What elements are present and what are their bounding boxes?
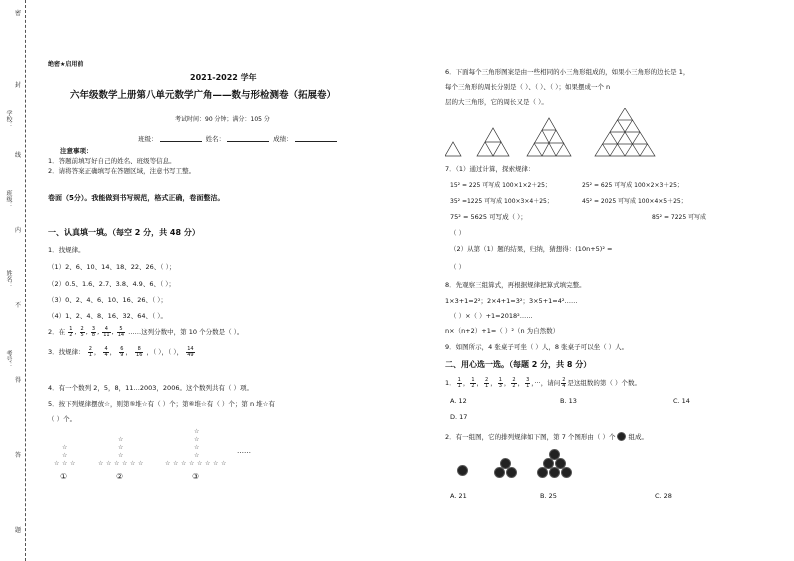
field-class-label: 班级： (138, 135, 158, 143)
pile-label-3: ③ (192, 472, 200, 481)
q7-eq-1: 15² = 225 可写成 100×1×2＋25； (450, 182, 551, 189)
q2: 2．在 $\frac{1}{2}$ , $\frac{2}{5}$ , $\frac{3}{8}$ , $\frac{4}{11}$ , $\frac{5}{14}$ ……这列分数中，第 10 个分数是（ ）。 (48, 325, 244, 338)
star-icon: ☆ (194, 452, 200, 459)
triangle-patterns (445, 108, 665, 158)
q2-suffix: ……这列分数中，第 10 个分数是（ ）。 (128, 328, 244, 336)
field-score-label: 成绩： (273, 135, 293, 143)
q7-line1: 7．（1）通过计算，探索规律： (445, 165, 535, 173)
margin-label: 线 (15, 152, 22, 159)
q4: 4．有一个数列 2，5，8，11…2003，2006。这个数列共有（ ）项。 (48, 384, 254, 392)
section2-title: 二、用心选一选。（每题 2 分，共 8 分） (445, 360, 592, 369)
margin-label: 不 (15, 302, 22, 309)
q7-eq-4: 45² = 2025 可写成 100×4×5＋25； (582, 198, 687, 205)
q3-frac-last: $\frac{14}{49}$ (187, 345, 194, 358)
q7-eq-6: 85² = 7225 可写成 (652, 214, 707, 221)
margin-label: 内 (15, 227, 22, 234)
section1-title: 一、认真填一填。（每空 2 分，共 48 分） (48, 228, 200, 237)
q7-eq-2: 25² = 625 可写成 100×2×3＋25； (582, 182, 683, 189)
star-icon: ☆ (197, 460, 203, 467)
s2-q1-option-b[interactable]: B. 13 (560, 397, 577, 405)
exam-info: 考试时间：90 分钟；满分：105 分 (175, 116, 270, 123)
margin-label: 得 (15, 377, 22, 384)
star-icon: ☆ (118, 452, 124, 459)
pile-ellipsis: …… (237, 447, 251, 455)
q1-row-3: （3）0、2、4、6、10、16、26、（ ）； (48, 296, 168, 304)
star-icon: ☆ (213, 460, 219, 467)
q1-row-4: （4）1、2、4、8、16、32、64、（ ）。 (48, 312, 168, 320)
star-icon: ☆ (189, 460, 195, 467)
secret-label: 绝密★启用前 (48, 61, 84, 68)
q8-line1: 8．先观察三组算式，再根据规律把算式填完整。 (445, 281, 586, 289)
star-icon: ☆ (205, 460, 211, 467)
star-icon: ☆ (194, 444, 200, 451)
star-icon: ☆ (138, 460, 144, 467)
field-class-blank[interactable] (160, 134, 202, 142)
margin-label: 答 (15, 452, 22, 459)
margin-label: 密 (15, 10, 22, 17)
s2-q2-option-c[interactable]: C. 28 (655, 492, 672, 500)
q3-frac-4: $\frac{8}{16}$ (136, 345, 143, 358)
dot-icon (537, 467, 548, 478)
star-icon: ☆ (122, 460, 128, 467)
margin-label: 题 (15, 527, 22, 534)
q8-line4: n×（n+2）+1=（ ）²（n 为自然数） (445, 327, 560, 335)
dot-icon (506, 467, 517, 478)
s2-q1: 1． $\frac{1}{1}$ ， $\frac{1}{2}$ ， $\frac{2}{1}$ ， $\frac{1}{3}$ ， $\frac{2}{2}$ ， $\frac{3}{1}$ ，···，请问 $\frac{2}{4}$ 是这组数的第（ ）个数。 (445, 376, 641, 389)
star-icon: ☆ (165, 460, 171, 467)
star-icon: ☆ (62, 460, 68, 467)
q7-line2: （2）从第（1）题的结果，归纳，猜想得：(10n+5)² = (450, 245, 613, 253)
star-icon: ☆ (194, 428, 200, 435)
page-title: 六年级数学上册第八单元数学广角——数与形检测卷（拓展卷） (70, 90, 337, 101)
q2-prefix: 2．在 (48, 328, 66, 336)
star-icon: ☆ (221, 460, 227, 467)
star-icon: ☆ (173, 460, 179, 467)
star-icon: ☆ (194, 436, 200, 443)
q6-line3: 层的大三角形，它的周长又是（ ）。 (445, 98, 548, 106)
star-icon: ☆ (62, 444, 68, 451)
neatness-note: 卷面（5分）。我能做到书写规范，格式正确，卷面整洁。 (48, 194, 225, 202)
s2-q2-text: 2．有一组图，它的排列规律如下图，第 7 个图形由（ ）个 组成。 (445, 433, 648, 441)
q6-line2: 每个三角形的周长分别是（ ）、（ ）、（ ）；如果摆成一个 n (445, 83, 611, 91)
dot-icon (457, 465, 468, 476)
q3-prefix: 3．找规律： (48, 348, 85, 356)
exam-year: 2021-2022 学年 (190, 73, 257, 82)
s2-q1-option-d[interactable]: D. 17 (450, 413, 468, 421)
margin-field-school: 学校： (5, 110, 12, 128)
margin-label: 封 (15, 82, 22, 89)
q7-eq-5: 75² = 5625 可写成（ ）； (450, 213, 527, 221)
q3-frac-1: $\frac{2}{1}$ (88, 345, 92, 358)
binding-margin (0, 0, 32, 561)
q2-frac-5: $\frac{5}{14}$ (117, 325, 125, 338)
dot-icon (549, 467, 560, 478)
q3-frac-3: $\frac{6}{9}$ (120, 345, 124, 358)
star-icon: ☆ (54, 460, 60, 467)
field-name-blank[interactable] (227, 134, 269, 142)
star-icon: ☆ (114, 460, 120, 467)
q7-line3[interactable]: （ ） (450, 263, 466, 271)
q2-frac-4: $\frac{4}{11}$ (103, 325, 110, 338)
q8-line3: （ ）×（ ）+1=2018²…… (450, 312, 533, 320)
dot-icon (494, 467, 505, 478)
star-icon: ☆ (118, 436, 124, 443)
star-icon: ☆ (62, 452, 68, 459)
q3: 3．找规律： $\frac{2}{1}$ ， $\frac{4}{4}$ ， $\frac{6}{9}$ ， $\frac{8}{16}$ ，（ ），（ ）， $\frac{14}{49}$ (48, 345, 194, 358)
triangle-1 (445, 142, 461, 156)
triangle-4 (595, 108, 655, 156)
notes-title: 注意事项： (60, 147, 93, 155)
q8-line2: 1×3+1=2²；2×4+1=3²；3×5+1=4²…… (445, 297, 578, 305)
star-icon: ☆ (106, 460, 112, 467)
header-fields (138, 134, 339, 143)
q7-blank-line[interactable]: （ ） (450, 229, 466, 237)
triangle-3 (527, 118, 571, 156)
pile-label-1: ① (60, 472, 68, 481)
q5-line1: 5．按下列规律摆放☆，则第⑤堆☆有（ ）个；第⑥堆☆有（ ）个；第 n 堆☆有 (48, 400, 275, 408)
triangle-2 (477, 128, 509, 156)
s2-q2-option-a[interactable]: A. 21 (450, 492, 467, 500)
dot-icon (561, 467, 572, 478)
star-icon: ☆ (70, 460, 76, 467)
field-score-blank[interactable] (295, 134, 337, 142)
q3-frac-2: $\frac{4}{4}$ (104, 345, 108, 358)
s2-q1-option-c[interactable]: C. 14 (673, 397, 690, 405)
s2-q2-option-b[interactable]: B. 25 (540, 492, 557, 500)
star-icon: ☆ (98, 460, 104, 467)
note-2: 2．请将答案正确填写在答题区域，注意书写工整。 (48, 167, 196, 175)
star-icon: ☆ (118, 444, 124, 451)
star-icon: ☆ (181, 460, 187, 467)
q2-frac-1: $\frac{1}{2}$ (69, 325, 73, 338)
q2-frac-2: $\frac{2}{5}$ (80, 325, 84, 338)
star-icon: ☆ (130, 460, 136, 467)
q6-line1: 6．下面每个三角形图案是由一些相同的小三角形组成的，如果小三角形的边长是 1， (445, 68, 690, 76)
q1-row-1: （1）2、6、10、14、18、22、26、（ ）； (48, 263, 176, 271)
margin-field-class: 班级： (5, 190, 12, 208)
q5-line2: （ ）个。 (48, 415, 77, 423)
q7-eq-3: 35² =1225 可写成 100×3×4＋25； (450, 198, 553, 205)
margin-field-id: 考号： (5, 350, 12, 368)
q3-middle: ，（ ），（ ）， (146, 348, 184, 356)
dot-icon (617, 432, 626, 441)
note-1: 1．答题前填写好自己的姓名、班级等信息。 (48, 157, 176, 165)
q2-frac-3: $\frac{3}{8}$ (91, 325, 96, 338)
field-name-label: 姓名： (205, 135, 226, 143)
q1-stem: 1．找规律。 (48, 246, 85, 254)
q9: 9．如图所示，4 张桌子可坐（ ）人，8 张桌子可以坐（ ）人。 (445, 343, 629, 351)
q1-row-2: （2）0.5、1.6、2.7、3.8、4.9、6、（ ）； (48, 280, 176, 288)
s2-q1-option-a[interactable]: A. 12 (450, 397, 467, 405)
margin-field-name: 姓名： (5, 270, 12, 288)
pile-label-2: ② (116, 472, 124, 481)
seal-line (25, 0, 26, 561)
